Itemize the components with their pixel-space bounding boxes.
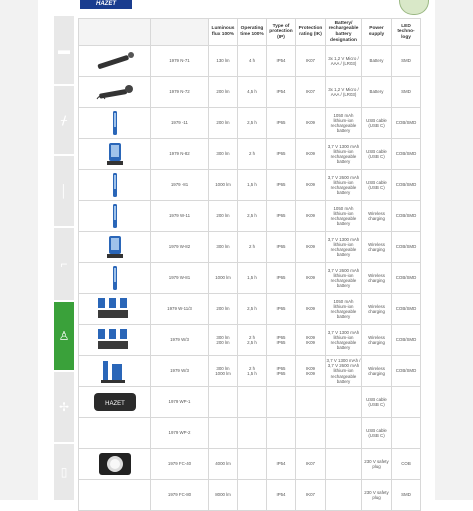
operating-time-cell: 4 h xyxy=(238,46,267,77)
ip-rating-cell: IP65 xyxy=(267,139,296,170)
operating-time-cell: 4,5 h xyxy=(238,77,267,108)
sidebar-tab-tools[interactable] xyxy=(54,16,74,86)
led-technology-cell: COB/SMD xyxy=(392,294,421,325)
battery-cell xyxy=(326,449,362,480)
power-supply-cell: Wireless charging xyxy=(362,232,392,263)
column-header-luminous-flux: Luminous flux 100% xyxy=(209,19,238,46)
ip-rating-cell: IP65 xyxy=(267,201,296,232)
led-technology-cell: COB/SMD xyxy=(392,263,421,294)
table-row xyxy=(79,480,421,511)
luminous-flux-cell: 300 lm 200 lm xyxy=(209,325,238,356)
product-image xyxy=(79,77,151,108)
table-row xyxy=(79,449,421,480)
ik-rating-cell xyxy=(296,387,326,418)
ik-rating-cell: IK09 IK09 xyxy=(296,325,326,356)
ik-rating-cell: IK07 xyxy=(296,449,326,480)
ip-rating-cell xyxy=(267,387,296,418)
table-row xyxy=(79,418,421,449)
battery-cell: 3x 1,2 V Micro / AAA / (LR03) xyxy=(326,77,362,108)
sidebar-tab-wrenches[interactable] xyxy=(54,86,74,156)
product-name-cell: 1979 W-11 xyxy=(151,201,209,232)
power-supply-cell: USB cable (USB C) xyxy=(362,418,392,449)
product-name-cell: 1979 FC-40 xyxy=(151,449,209,480)
led-technology-cell xyxy=(392,418,421,449)
table-row xyxy=(79,387,421,418)
battery-cell: 3,7 V 1300 mAh lithium-ion rechargeable battery xyxy=(326,232,362,263)
sidebar-tab-air-tools[interactable] xyxy=(54,228,74,302)
ip-rating-cell: IP54 xyxy=(267,46,296,77)
product-name-cell: 1979 W-81 xyxy=(151,263,209,294)
product-comparison-table xyxy=(78,18,421,511)
luminous-flux-cell: 200 lm xyxy=(209,108,238,139)
product-image xyxy=(79,108,151,139)
led-technology-cell: COB/SMD xyxy=(392,325,421,356)
ik-rating-cell: IK09 xyxy=(296,108,326,139)
operating-time-cell xyxy=(238,418,267,449)
product-image xyxy=(79,46,151,77)
info-icon: ▯ xyxy=(60,465,68,479)
power-supply-cell: Wireless charging xyxy=(362,201,392,232)
luminous-flux-cell: 300 lm xyxy=(209,232,238,263)
power-supply-cell: Wireless charging xyxy=(362,325,392,356)
product-image xyxy=(79,139,151,170)
ip-rating-cell: IP54 xyxy=(267,480,296,511)
sidebar-tab-screwdrivers[interactable] xyxy=(54,156,74,228)
product-thumbnail-icon xyxy=(95,79,135,105)
led-technology-cell: SMD xyxy=(392,480,421,511)
product-thumbnail-icon xyxy=(95,48,135,74)
product-name-cell: 1979 W/3 xyxy=(151,325,209,356)
battery-cell xyxy=(326,387,362,418)
ip-rating-cell: IP54 xyxy=(267,449,296,480)
battery-cell: 3,7 V 2600 mAh lithium-ion rechargeable battery xyxy=(326,263,362,294)
operating-time-cell xyxy=(238,387,267,418)
table-row xyxy=(79,170,421,201)
led-technology-cell: COB/SMD xyxy=(392,139,421,170)
table-row xyxy=(79,294,421,325)
operating-time-cell xyxy=(238,480,267,511)
wrench-icon: ᚋ xyxy=(61,113,67,127)
sidebar-tab-more[interactable] xyxy=(54,444,74,502)
column-header-ip: Type of protection (IP) xyxy=(267,19,296,46)
sidebar-tab-workshop[interactable] xyxy=(54,302,74,372)
product-image xyxy=(79,480,151,511)
power-supply-cell: Battery xyxy=(362,46,392,77)
product-thumbnail-icon xyxy=(95,420,135,446)
power-supply-cell: Wireless charging xyxy=(362,356,392,387)
table-row xyxy=(79,201,421,232)
led-technology-cell xyxy=(392,387,421,418)
power-supply-cell: USB cable (USB C) xyxy=(362,108,392,139)
operating-time-cell: 2,5 h xyxy=(238,201,267,232)
led-technology-cell: COB/SMD xyxy=(392,356,421,387)
ik-rating-cell: IK09 xyxy=(296,139,326,170)
table-row xyxy=(79,232,421,263)
ik-rating-cell: IK07 xyxy=(296,77,326,108)
ip-rating-cell: IP65 xyxy=(267,170,296,201)
column-header-battery: Battery/ rechargeable battery designation xyxy=(326,19,362,46)
battery-cell: 1050 mAh lithium-ion rechargeable battery xyxy=(326,108,362,139)
power-supply-cell: USB cable (USB C) xyxy=(362,387,392,418)
led-technology-cell: COB/SMD xyxy=(392,108,421,139)
operating-time-cell: 2 h xyxy=(238,232,267,263)
ik-rating-cell: IK07 xyxy=(296,480,326,511)
product-name-cell: 1979 -11 xyxy=(151,108,209,139)
led-technology-cell: COB/SMD xyxy=(392,232,421,263)
ip-rating-cell: IP65 xyxy=(267,263,296,294)
product-name-cell: 1979 WP-1 xyxy=(151,387,209,418)
ip-rating-cell xyxy=(267,418,296,449)
table-row xyxy=(79,139,421,170)
battery-cell xyxy=(326,418,362,449)
measuring-icon: ✢ xyxy=(58,400,70,414)
power-supply-cell: 230 V safety plug xyxy=(362,480,392,511)
product-name-cell: 1979 W-11/3 xyxy=(151,294,209,325)
category-sidebar xyxy=(54,16,74,500)
battery-cell xyxy=(326,480,362,511)
sidebar-tab-measuring[interactable] xyxy=(54,372,74,444)
product-image xyxy=(79,170,151,201)
battery-cell: 3x 1,2 V Micro / AAA / (LR03) xyxy=(326,46,362,77)
ip-rating-cell: IP65 xyxy=(267,232,296,263)
luminous-flux-cell: 4000 lm xyxy=(209,449,238,480)
power-supply-cell: USB cable (USB C) xyxy=(362,139,392,170)
ip-rating-cell: IP54 xyxy=(267,77,296,108)
luminous-flux-cell: 200 lm xyxy=(209,201,238,232)
table-row xyxy=(79,263,421,294)
workshop-person-icon: ♙ xyxy=(58,329,70,343)
product-name-cell: 1979 WP-2 xyxy=(151,418,209,449)
product-name-cell: 1979 W/3 xyxy=(151,356,209,387)
table-row xyxy=(79,325,421,356)
battery-cell: 1050 mAh lithium-ion rechargeable battery xyxy=(326,294,362,325)
ik-rating-cell: IK09 xyxy=(296,294,326,325)
operating-time-cell: 2 h xyxy=(238,139,267,170)
led-technology-cell: COB xyxy=(392,449,421,480)
battery-cell: 1050 mAh lithium-ion rechargeable battery xyxy=(326,201,362,232)
product-thumbnail-icon xyxy=(95,482,135,508)
power-supply-cell: Battery xyxy=(362,77,392,108)
ik-rating-cell: IK09 xyxy=(296,201,326,232)
table-row xyxy=(79,108,421,139)
operating-time-cell: 2 h 2,5 h xyxy=(238,325,267,356)
luminous-flux-cell: 200 lm xyxy=(209,77,238,108)
luminous-flux-cell xyxy=(209,387,238,418)
product-image xyxy=(79,232,151,263)
brand-logo: HAZET xyxy=(80,0,132,9)
column-header-ik: Protection rating (IK) xyxy=(296,19,326,46)
ip-rating-cell: IP65 IP65 xyxy=(267,356,296,387)
ip-rating-cell: IP65 xyxy=(267,294,296,325)
luminous-flux-cell: 1000 lm xyxy=(209,170,238,201)
battery-cell: 3,7 V 1300 mAh / 3,7 V 2600 mAh lithium-ion rechargeable battery xyxy=(326,356,362,387)
ik-rating-cell: IK07 xyxy=(296,46,326,77)
product-thumbnail-icon xyxy=(95,358,135,384)
product-image xyxy=(79,294,151,325)
column-header-led: LED techno- logy xyxy=(392,19,421,46)
product-name-cell: 1979 N-82 xyxy=(151,139,209,170)
luminous-flux-cell xyxy=(209,418,238,449)
operating-time-cell: 2,5 h xyxy=(238,294,267,325)
product-thumbnail-icon xyxy=(108,172,122,198)
screwdriver-icon: │ xyxy=(60,184,68,198)
table-header-row xyxy=(79,19,421,46)
product-thumbnail-icon xyxy=(108,203,122,229)
power-supply-cell: USB cable (USB C) xyxy=(362,170,392,201)
ip-rating-cell: IP65 IP65 xyxy=(267,325,296,356)
column-header-operating-time: Operating time 100% xyxy=(238,19,267,46)
product-thumbnail-icon xyxy=(108,265,122,291)
luminous-flux-cell: 8000 lm xyxy=(209,480,238,511)
air-gun-icon: ⌐ xyxy=(60,257,68,271)
product-image xyxy=(79,325,151,356)
column-header xyxy=(151,19,209,46)
ik-rating-cell: IK09 IK09 xyxy=(296,356,326,387)
luminous-flux-cell: 300 lm xyxy=(209,139,238,170)
luminous-flux-cell: 1000 lm xyxy=(209,263,238,294)
product-image xyxy=(79,263,151,294)
product-name-cell: 1979 N-71 xyxy=(151,46,209,77)
table-row xyxy=(79,46,421,77)
power-supply-cell: Wireless charging xyxy=(362,263,392,294)
product-name-cell: 1979 FC-80 xyxy=(151,480,209,511)
product-image xyxy=(79,387,151,418)
power-supply-cell: Wireless charging xyxy=(362,294,392,325)
ik-rating-cell xyxy=(296,418,326,449)
power-supply-cell: 230 V safety plug xyxy=(362,449,392,480)
product-thumbnail-icon xyxy=(91,387,139,417)
led-technology-cell: COB/SMD xyxy=(392,201,421,232)
luminous-flux-cell: 200 lm xyxy=(209,294,238,325)
luminous-flux-cell: 130 lm xyxy=(209,46,238,77)
led-technology-cell: SMD xyxy=(392,77,421,108)
battery-cell: 3,7 V 1300 mAh lithium-ion rechargeable battery xyxy=(326,139,362,170)
battery-cell: 3,7 V 1300 mAh lithium-ion rechargeable battery xyxy=(326,325,362,356)
led-technology-cell: COB/SMD xyxy=(392,170,421,201)
column-header xyxy=(79,19,151,46)
product-name-cell: 1979 W-82 xyxy=(151,232,209,263)
ik-rating-cell: IK09 xyxy=(296,263,326,294)
product-image xyxy=(79,449,151,480)
led-technology-cell: SMD xyxy=(392,46,421,77)
column-header-power: Power supply xyxy=(362,19,392,46)
product-thumbnail-icon xyxy=(93,449,137,479)
toolbox-icon: ▬ xyxy=(58,43,70,57)
product-thumbnail-icon xyxy=(104,234,126,260)
product-name-cell: 1979 -81 xyxy=(151,170,209,201)
operating-time-cell: 1,5 h xyxy=(238,170,267,201)
ik-rating-cell: IK09 xyxy=(296,232,326,263)
table-row xyxy=(79,356,421,387)
battery-cell: 3,7 V 2600 mAh lithium-ion rechargeable battery xyxy=(326,170,362,201)
ip-rating-cell: IP65 xyxy=(267,108,296,139)
table-body xyxy=(79,46,421,511)
operating-time-cell xyxy=(238,449,267,480)
operating-time-cell: 2,5 h xyxy=(238,108,267,139)
svg-text:HAZET: HAZET xyxy=(104,401,125,407)
product-image xyxy=(79,201,151,232)
product-name-cell: 1979 N-72 xyxy=(151,77,209,108)
luminous-flux-cell: 300 lm 1000 lm xyxy=(209,356,238,387)
operating-time-cell: 2 h 1,5 h xyxy=(238,356,267,387)
product-image xyxy=(79,356,151,387)
product-thumbnail-icon xyxy=(95,296,135,322)
product-thumbnail-icon xyxy=(95,327,135,353)
ik-rating-cell: IK09 xyxy=(296,170,326,201)
product-thumbnail-icon xyxy=(104,141,126,167)
product-image xyxy=(79,418,151,449)
table-row xyxy=(79,77,421,108)
operating-time-cell: 1,5 h xyxy=(238,263,267,294)
product-thumbnail-icon xyxy=(108,110,122,136)
